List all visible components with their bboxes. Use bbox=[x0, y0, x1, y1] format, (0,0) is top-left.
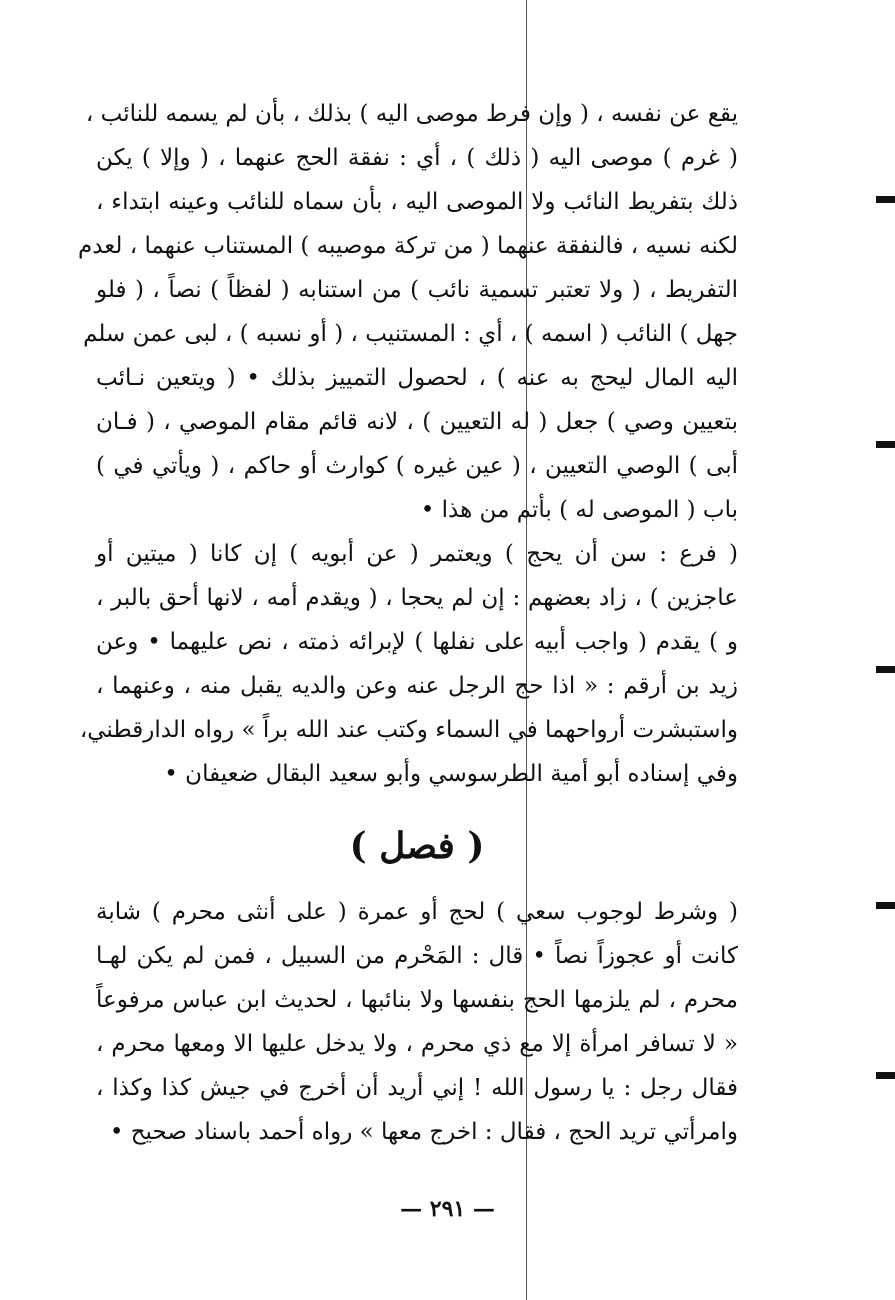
text-line: يقع عن نفسه ، ( وإن فرط موصى اليه ) بذلك ، بأن لم يسمه للنائب ، bbox=[85, 101, 738, 127]
paragraph bbox=[96, 890, 738, 1154]
text-line: زيد بن أرقم : « اذا حج الرجل عنه وعن والديه يقبل منه ، وعنهما ، bbox=[96, 673, 738, 699]
edge-mark bbox=[876, 441, 895, 448]
text-line: وفي إسناده أبو أمية الطرسوسي وأبو سعيد البقال ضعيفان • bbox=[164, 761, 738, 787]
text-line: بتعيين وصي ) جعل ( له التعيين ) ، لانه قائم مقام الموصي ، ( فـان bbox=[96, 409, 738, 435]
text-line: ( فرع : سن أن يحج ) ويعتمر ( عن أبويه ) إن كانا ( ميتين أو bbox=[96, 541, 738, 567]
text-line: فقال رجل : يا رسول الله ! إني أريد أن أخرج في جيش كذا وكذا ، bbox=[96, 1075, 738, 1101]
text-line: لكنه نسيه ، فالنفقة عنهما ( من تركة موصيبه ) المستناب عنهما ، لعدم bbox=[77, 233, 738, 259]
text-line: التفريط ، ( ولا تعتبر تسمية نائب ) من استنابه ( لفظاً ) نصاً ، ( فلو bbox=[96, 277, 738, 303]
text-line: ( غرم ) موصى اليه ( ذلك ) ، أي : نفقة الحج عنهما ، ( وإلا ) يكن bbox=[96, 145, 738, 171]
text-line: عاجزين ) ، زاد بعضهم : إن لم يحجا ، ( ويقدم أمه ، لانها أحق بالبر ، bbox=[96, 585, 738, 611]
text-line: وامرأتي تريد الحج ، فقال : اخرج معها » رواه أحمد باسناد صحيح • bbox=[109, 1119, 738, 1145]
section-heading: ( فصل ) bbox=[349, 825, 485, 867]
paragraph bbox=[79, 532, 738, 796]
text-line: أبى ) الوصي التعيين ، ( عين غيره ) كوارث أو حاكم ، ( ويأتي في ) bbox=[96, 453, 738, 479]
edge-mark bbox=[876, 666, 895, 673]
paragraph bbox=[77, 92, 738, 532]
text-line: جهل ) النائب ( اسمه ) ، أي : المستنيب ، ( أو نسبه ) ، لبى عمن سلم bbox=[83, 321, 738, 347]
text-line: اليه المال ليحج به عنه ) ، لحصول التمييز بذلك • ( ويتعين نـائب bbox=[96, 365, 738, 391]
page-number: — ٢٩١ — bbox=[400, 1196, 495, 1222]
text-line: كانت أو عجوزاً نصاً • قال : المَحْرم من السبيل ، فمن لم يكن لهـا bbox=[96, 943, 738, 969]
edge-mark bbox=[876, 1072, 895, 1079]
text-line: و ) يقدم ( واجب أبيه على نفلها ) لإبرائه ذمته ، نص عليهما • وعن bbox=[96, 629, 738, 655]
text-line: باب ( الموصى له ) بأتم من هذا • bbox=[420, 497, 738, 523]
page-text bbox=[77, 92, 738, 1154]
edge-mark bbox=[876, 196, 895, 203]
text-line: واستبشرت أرواحهما في السماء وكتب عند الله براً » رواه الدارقطني، bbox=[79, 717, 738, 743]
text-line: « لا تسافر امرأة إلا مع ذي محرم ، ولا يدخل عليها الا ومعها محرم ، bbox=[96, 1031, 738, 1057]
text-line: محرم ، لم يلزمها الحج بنفسها ولا بنائبها ، لحديث ابن عباس مرفوعاً bbox=[96, 987, 738, 1013]
edge-mark bbox=[876, 902, 895, 909]
text-line: ذلك بتفريط النائب ولا الموصى اليه ، بأن سماه للنائب وعينه ابتداء ، bbox=[96, 189, 738, 215]
text-line: ( وشرط لوجوب سعي ) لحج أو عمرة ( على أنثى محرم ) شابة bbox=[96, 899, 738, 925]
